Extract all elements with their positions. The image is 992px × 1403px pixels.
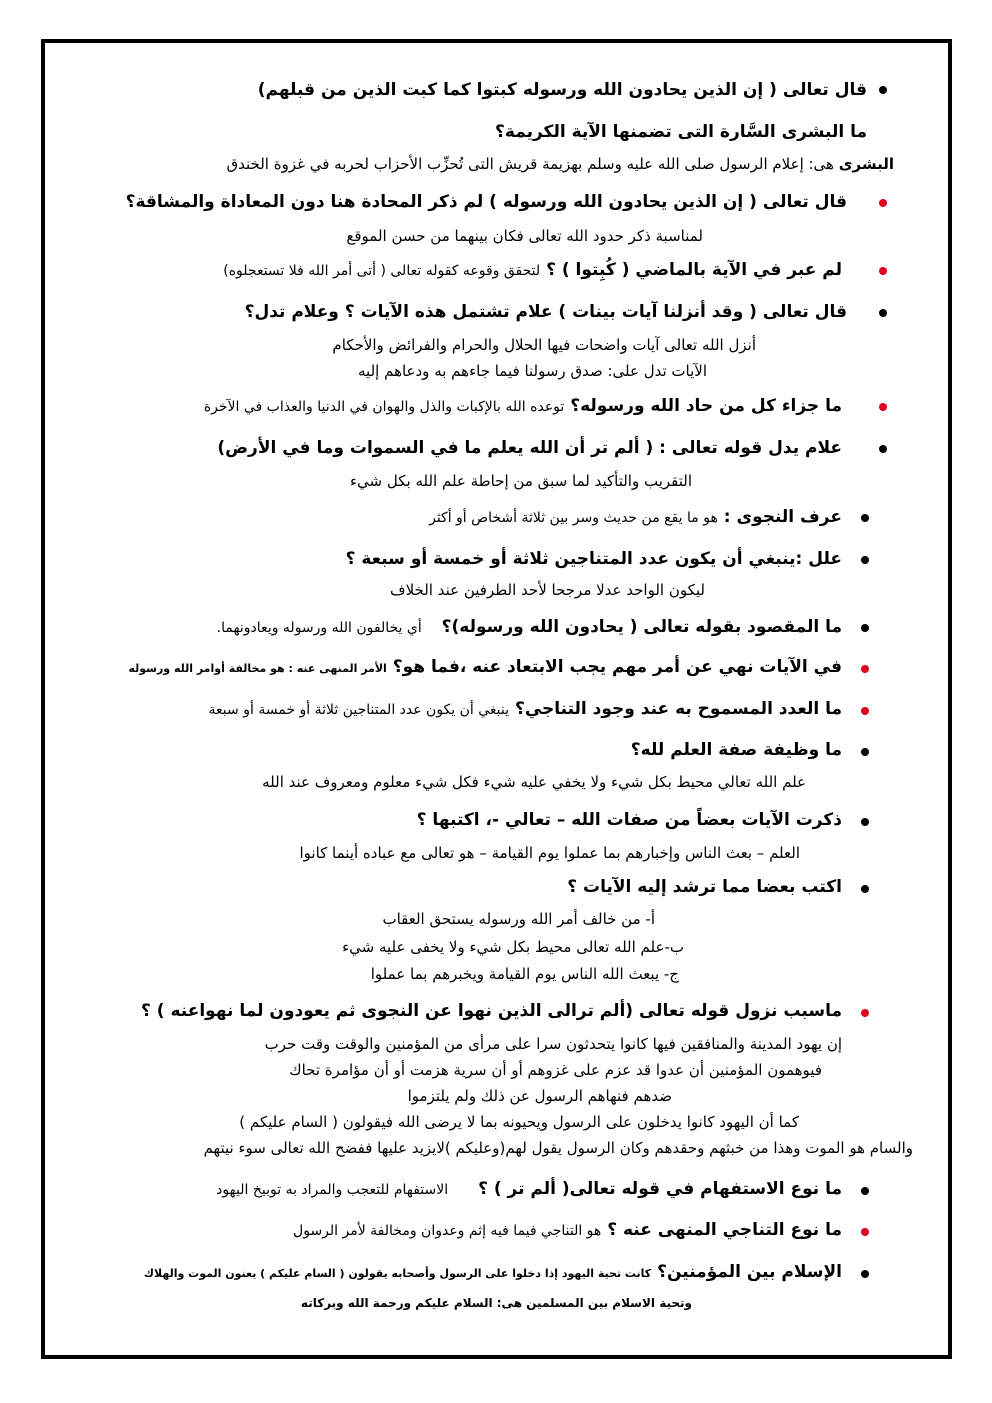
- bullet: [861, 1187, 869, 1195]
- bullet: [861, 885, 869, 893]
- bullet: [861, 818, 869, 826]
- question: [429, 509, 842, 526]
- question: علل :ينبغي أن يكون عدد المتناجين ثلاثة أو خمسة أو سبعة ؟: [345, 549, 842, 569]
- question-text: ما جزاء كل من حاد الله ورسوله؟: [570, 396, 842, 416]
- question: [216, 1181, 842, 1198]
- question: [217, 619, 842, 636]
- question-text: ما العدد المسموح به عند وجود التناجي؟: [514, 699, 842, 719]
- bullet: [861, 748, 869, 756]
- bullet: [879, 267, 887, 275]
- question: [293, 1222, 842, 1239]
- answer: التقريب والتأكيد لما سبق من إحاطة علم الله بكل شيء: [349, 472, 692, 490]
- answer-text: توعده الله بالإكبات والذل والهوان في الدنيا والعذاب في الآخرة: [203, 399, 565, 415]
- bullet: [879, 309, 887, 317]
- answer-text: الأمر المنهى عنه : هو مخالفة أوامر الله ورسوله: [128, 662, 387, 675]
- bullet: [879, 403, 887, 411]
- answer: العلم – بعث الناس وإخبارهم بما عملوا يوم القيامة – هو تعالى مع عباده أينما كانوا: [299, 844, 800, 862]
- bullet: [861, 665, 869, 673]
- answer: والسام هو الموت وهذا من خبثهم وحقدهم وكان الرسول يقول لهم(وعليكم )لايزيد عليها ففضح الله تعالى سوء نيتهم: [203, 1139, 913, 1157]
- answer: ب-علم الله تعالى محيط بكل شيء ولا يخفى عليه شيء: [342, 938, 684, 956]
- answer-text: لتحقق وقوعه كقوله تعالى ( أتى أمر الله فلا تستعجلوه): [223, 263, 541, 279]
- answer: الآيات تدل على: صدق رسولنا فيما جاءهم به ودعاهم إليه: [358, 362, 707, 380]
- answer: [227, 157, 894, 172]
- answer-label: البشرى: [838, 155, 894, 173]
- question-text: ما المقصود بقوله تعالى ( يحادون الله ورسوله)؟: [441, 617, 842, 637]
- bullet: [879, 199, 887, 207]
- question: قال تعالى ( إن الذين يحادون الله ورسوله كبتوا كما كبت الذين من قبلهم): [257, 80, 867, 100]
- question: ذكرت الآيات بعضاً من صفات الله – تعالي -، اكتبها ؟: [416, 810, 842, 830]
- question: قال تعالى ( وقد أنزلنا آيات بينات ) علام تشتمل هذه الآيات ؟ وعلام تدل؟: [244, 302, 847, 322]
- answer: ليكون الواحد عدلا مرجحا لأحد الطرفين عند الخلاف: [390, 581, 705, 599]
- question-text: الإسلام بين المؤمنين؟: [657, 1262, 842, 1282]
- question: [144, 1264, 842, 1281]
- answer-text: هو التناجي فيما فيه إثم وعدوان ومخالفة لأمر الرسول: [293, 1223, 602, 1239]
- bullet: [861, 1009, 869, 1017]
- question: [128, 659, 842, 676]
- question: ما وظيفة صفة العلم لله؟: [630, 740, 842, 760]
- answer: وتحية الاسلام بين المسلمين هى: السلام عليكم ورحمة الله وبركاته: [300, 1296, 692, 1310]
- bullet: [861, 514, 869, 522]
- answer-text: كانت تحية اليهود إذا دخلوا على الرسول وأصحابه يقولون ( السام عليكم ) يعنون الموت والهلاك: [143, 1267, 652, 1280]
- answer-text: هو ما يقع من حديث وسر بين ثلاثة أشخاص أو أكثر: [429, 510, 718, 526]
- question: [223, 262, 842, 279]
- bullet: [861, 624, 869, 632]
- question: [204, 398, 842, 415]
- question: اكتب بعضا مما ترشد إليه الآيات ؟: [567, 877, 842, 897]
- answer: إن يهود المدينة والمنافقين فيها كانوا يتحدثون سرا على مرأى من المؤمنين والوقت وقت حرب: [264, 1035, 842, 1053]
- answer: فيوهمون المؤمنين أن عدوا قد عزم على غزوهم أو أن سرية هزمت أو أن مؤامرة تحاك: [289, 1061, 822, 1079]
- answer-text: هى: إعلام الرسول صلى الله عليه وسلم بهزيمة قريش التى تُحزِّب الأحزاب لحربه في غزوة الخندق: [226, 155, 834, 173]
- answer: ج- يبعث الله الناس يوم القيامة ويخبرهم بما عملوا: [370, 965, 679, 983]
- bullet: [879, 86, 887, 94]
- bullet: [861, 707, 869, 715]
- question-text: في الآيات نهي عن أمر مهم يجب الابتعاد عنه ،فما هو؟: [392, 657, 842, 677]
- answer: أ- من خالف أمر الله ورسوله يستحق العقاب: [382, 910, 655, 928]
- question-text: ما نوع الاستفهام في قوله تعالى( ألم تر ) ؟: [478, 1179, 842, 1199]
- question: علام يدل قوله تعالى : ( ألم تر أن الله يعلم ما في السموات وما في الأرض): [217, 438, 842, 458]
- answer-text: ينبغي أن يكون عدد المتناجين ثلاثة أو خمسة أو سبعة: [208, 702, 510, 718]
- question: [209, 701, 842, 718]
- question-text: ما نوع التناجي المنهى عنه ؟: [607, 1220, 842, 1240]
- question-text: عرف النجوى :: [723, 507, 842, 527]
- answer: كما أن اليهود كانوا يدخلون على الرسول ويحيونه بما لا يرضى الله فيقولون ( السام عليكم ): [239, 1113, 799, 1131]
- question: قال تعالى ( إن الذين يحادون الله ورسوله ) لم ذكر المحادة هنا دون المعاداة والمشاقة؟: [125, 192, 847, 212]
- bullet: [861, 1228, 869, 1236]
- bullet: [879, 445, 887, 453]
- answer: ضدهم فنهاهم الرسول عن ذلك ولم يلتزموا: [407, 1087, 672, 1105]
- answer-text: الاستفهام للتعجب والمراد به توبيخ اليهود: [216, 1182, 449, 1198]
- bullet: [861, 556, 869, 564]
- question: ماسبب نزول قوله تعالى (ألم ترالى الذين نهوا عن النجوى ثم يعودون لما نهواعنه ) ؟: [141, 1001, 842, 1021]
- answer: علم الله تعالي محيط بكل شيء ولا يخفي عليه شيء فكل شيء معلوم ومعروف عند الله: [262, 773, 806, 791]
- answer: لمناسبة ذكر حدود الله تعالى فكان بينهما من حسن الموقع: [346, 227, 703, 245]
- answer: أنزل الله تعالى آيات واضحات فيها الحلال والحرام والفرائض والأحكام: [332, 336, 756, 354]
- bullet: [861, 1270, 869, 1278]
- question: ما البشرى السَّارة التى تضمنها الآية الكريمة؟: [495, 122, 867, 142]
- answer-text: أي يخالفون الله ورسوله ويعادونهما.: [216, 620, 422, 636]
- question-text: لم عبر في الآية بالماضي ( كُبِتوا ) ؟: [546, 260, 842, 280]
